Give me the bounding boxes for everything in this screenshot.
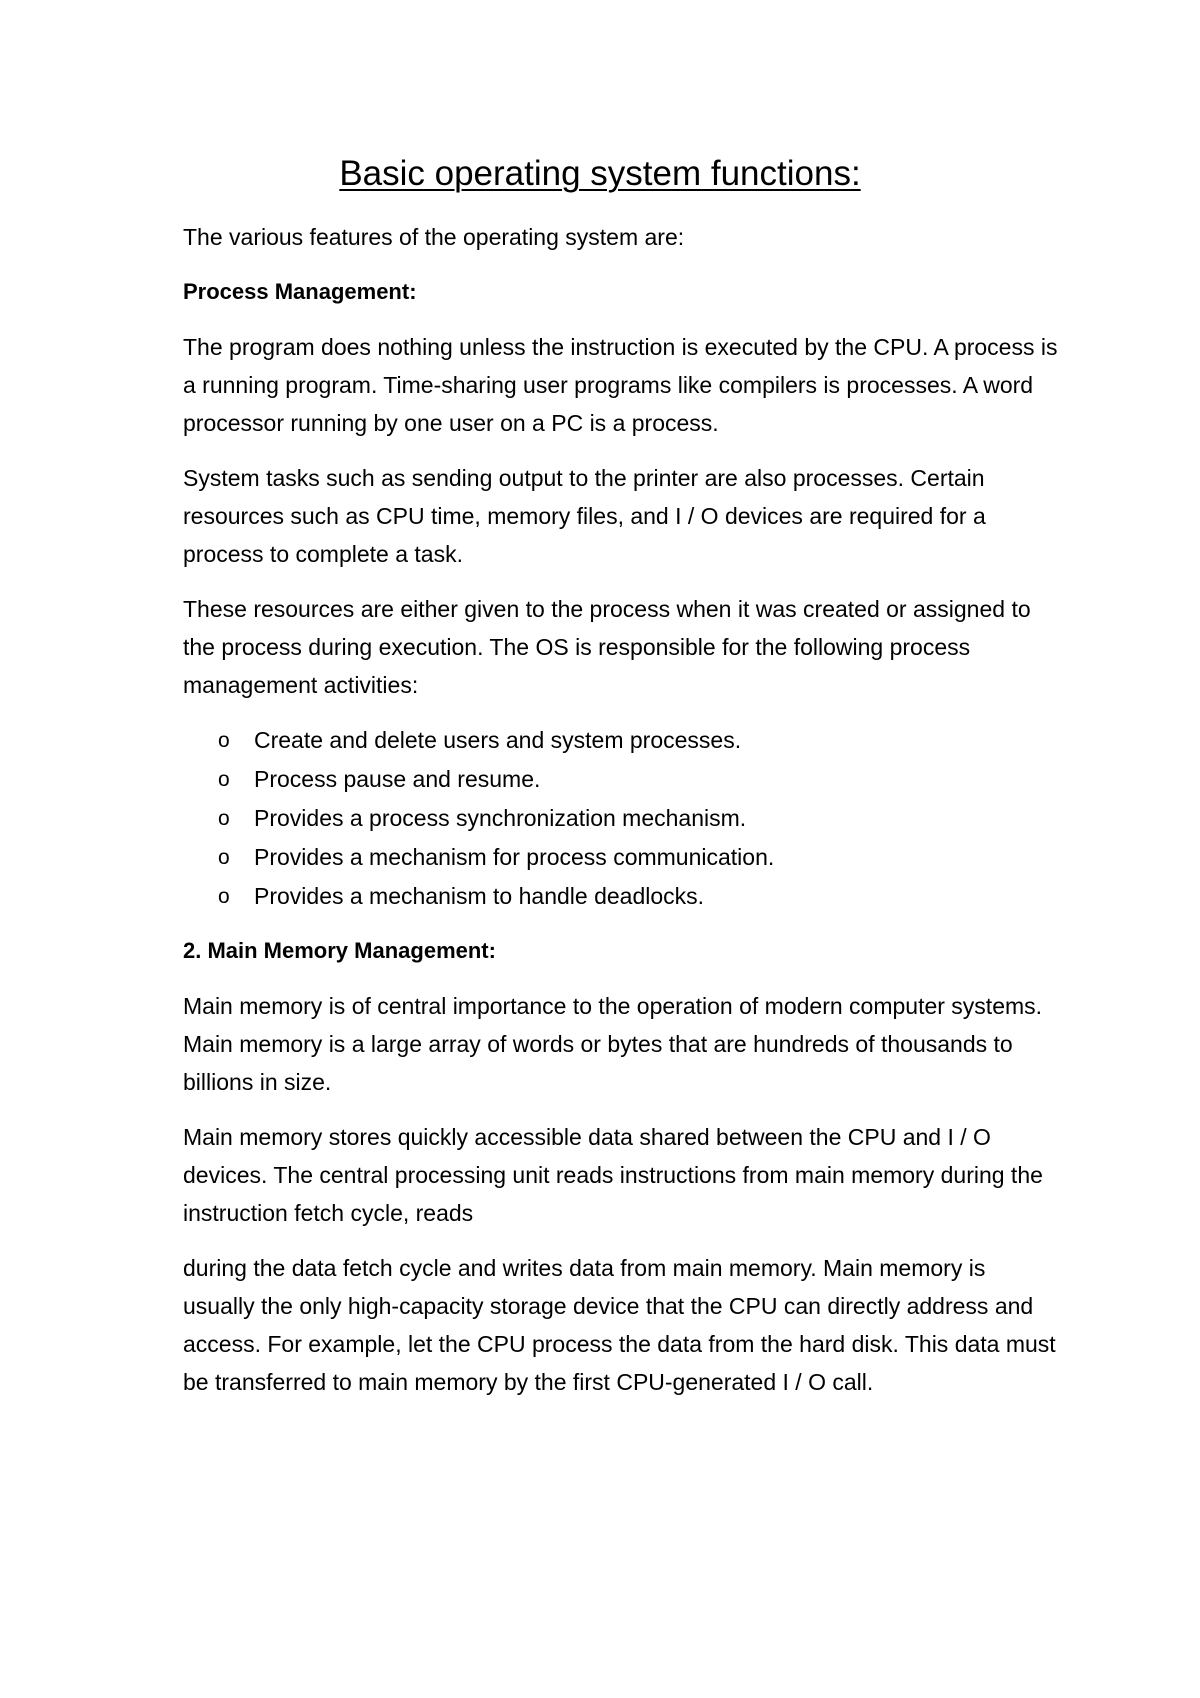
list-item xyxy=(218,877,1063,916)
list-item xyxy=(218,799,1063,838)
paragraph: Main memory stores quickly accessible data shared between the CPU and I / O devices. The central processing unit reads instructions from main memory during the instruction fetch cycle, reads xyxy=(183,1124,1043,1226)
page-title: Basic operating system functions: xyxy=(339,154,861,193)
bullet-icon: o xyxy=(218,768,230,791)
list-item-text: Process pause and resume. xyxy=(254,766,541,792)
section-heading-process-management: Process Management: xyxy=(183,279,417,304)
document-body xyxy=(183,218,1063,1418)
paragraph: Main memory is of central importance to the operation of modern computer systems. Main memory is a large array of words or bytes that are hundreds of thousands to billions in size. xyxy=(183,993,1043,1095)
paragraph: These resources are either given to the process when it was created or assigned to the process during execution. The OS is responsible for the following process management activities: xyxy=(183,596,1031,698)
paragraph: The program does nothing unless the instruction is executed by the CPU. A process is a running program. Time-sharing user programs like compilers is processes. A word processor running by one user on a PC is a process. xyxy=(183,334,1058,436)
list-item-text: Provides a process synchronization mechanism. xyxy=(254,805,747,831)
section-heading-main-memory-management: 2. Main Memory Management: xyxy=(183,938,496,963)
paragraph: System tasks such as sending output to the printer are also processes. Certain resources such as CPU time, memory files, and I / O devices are required for a process to complete a task. xyxy=(183,465,986,567)
list-item xyxy=(218,838,1063,877)
bullet-icon: o xyxy=(218,807,230,830)
list-item xyxy=(218,721,1063,760)
list-item-text: Provides a mechanism to handle deadlocks. xyxy=(254,883,705,909)
list-item-text: Provides a mechanism for process communication. xyxy=(254,844,775,870)
bullet-icon: o xyxy=(218,885,230,908)
list-item-text: Create and delete users and system processes. xyxy=(254,727,742,753)
intro-paragraph: The various features of the operating system are: xyxy=(183,224,685,250)
list-item xyxy=(218,760,1063,799)
bullet-icon: o xyxy=(218,846,230,869)
paragraph: during the data fetch cycle and writes data from main memory. Main memory is usually the only high-capacity storage device that the CPU can directly address and access. For example, let the CPU process the data from the hard disk. This data must be transferred to main memory by the first CPU-generated I / O call. xyxy=(183,1255,1056,1395)
process-activities-list xyxy=(183,721,1063,916)
bullet-icon: o xyxy=(218,729,230,752)
